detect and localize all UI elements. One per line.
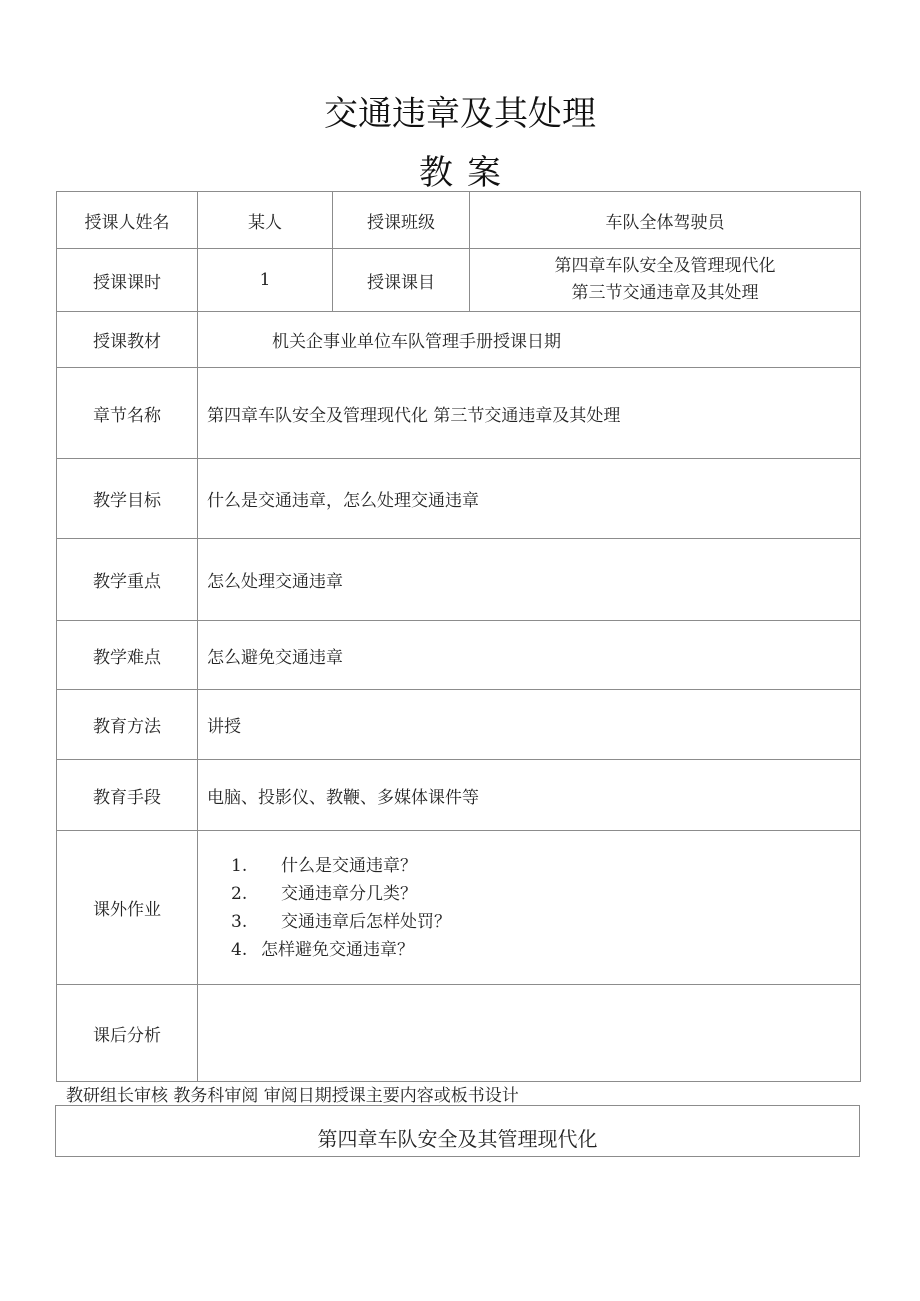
difficulty-value: 怎么避免交通违章: [198, 621, 861, 690]
table-row: [57, 368, 861, 459]
list-item: 3. 交通违章后怎样处罚？: [231, 911, 451, 932]
homework-list: [207, 852, 860, 964]
objective-value: 什么是交通违章，怎么处理交通违章: [198, 459, 861, 539]
homework-list-cell: [198, 831, 861, 985]
analysis-label: 课后分析: [57, 985, 198, 1082]
list-item: 1. 什么是交通违章？: [231, 855, 417, 876]
difficulty-label: 教学难点: [57, 621, 198, 690]
table-row: [57, 312, 861, 368]
subject-line-2: 第三节交通违章及其处理: [571, 283, 759, 303]
teacher-label: 授课人姓名: [57, 192, 198, 249]
table-row: [57, 249, 861, 312]
subject-line-1: 第四章车队安全及管理现代化: [554, 256, 776, 276]
board-design-box: 第四章车队安全及其管理现代化: [55, 1105, 860, 1157]
key-point-value: 怎么处理交通违章: [198, 539, 861, 621]
review-footer: 教研组长审核 教务科审阅 审阅日期授课主要内容或板书设计: [66, 1086, 519, 1106]
hours-value: 1: [198, 249, 333, 312]
table-row: [57, 621, 861, 690]
table-row: [57, 459, 861, 539]
means-label: 教育手段: [57, 760, 198, 831]
list-item: 2. 交通违章分几类？: [231, 883, 417, 904]
objective-label: 教学目标: [57, 459, 198, 539]
document-subtitle: 教案: [419, 153, 515, 193]
chapter-label: 章节名称: [57, 368, 198, 459]
means-value: 电脑、投影仪、教鞭、多媒体课件等: [198, 760, 861, 831]
method-value: 讲授: [198, 690, 861, 760]
subject-label: 授课课目: [333, 249, 470, 312]
list-item: 4. 怎样避免交通违章？: [231, 939, 414, 960]
textbook-value: 机关企事业单位车队管理手册授课日期: [198, 312, 861, 368]
lesson-plan-table: [56, 191, 861, 1082]
homework-label: 课外作业: [57, 831, 198, 985]
document-title: 交通违章及其处理: [324, 94, 596, 134]
key-point-label: 教学重点: [57, 539, 198, 621]
textbook-label: 授课教材: [57, 312, 198, 368]
method-label: 教育方法: [57, 690, 198, 760]
analysis-value: [198, 985, 861, 1082]
class-value: 车队全体驾驶员: [470, 192, 861, 249]
subject-value: [470, 249, 861, 312]
class-label: 授课班级: [333, 192, 470, 249]
table-row: [57, 831, 861, 985]
table-row: [57, 539, 861, 621]
table-row: [57, 192, 861, 249]
table-row: [57, 760, 861, 831]
chapter-value: 第四章车队安全及管理现代化 第三节交通违章及其处理: [198, 368, 861, 459]
teacher-value: 某人: [198, 192, 333, 249]
hours-label: 授课课时: [57, 249, 198, 312]
table-row: [57, 690, 861, 760]
table-row: [57, 985, 861, 1082]
